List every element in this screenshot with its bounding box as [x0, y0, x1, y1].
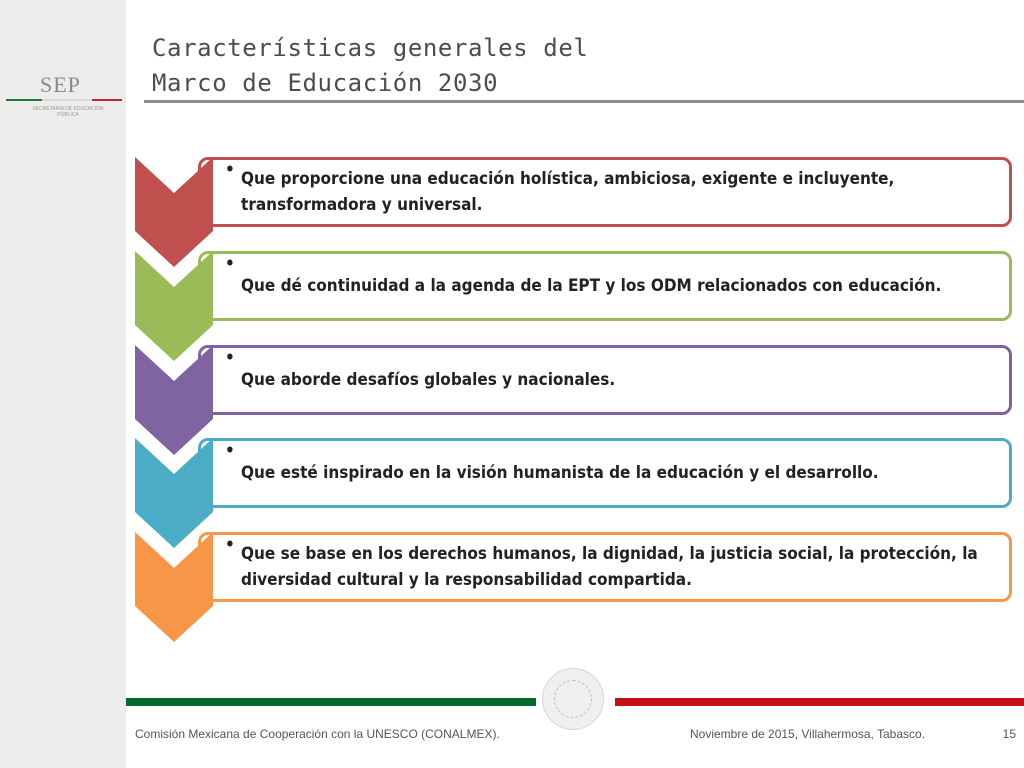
list-item-3: [215, 345, 1005, 415]
logo-line-red: [92, 99, 122, 101]
item-text-4: Que esté inspirado en la visión humanista de la educación y el desarrollo.: [241, 463, 879, 483]
page-number: 15: [1002, 727, 1016, 741]
bullet-5: •: [225, 535, 235, 555]
bullet-1: •: [225, 160, 235, 180]
logo-subtitle: SECRETARÍA DE EDUCACIÓN PÚBLICA: [32, 106, 104, 118]
bullet-4: •: [225, 441, 235, 461]
logo-line-white: [42, 99, 92, 101]
list-item-2: [215, 251, 1005, 321]
footer-red-bar: [615, 698, 1024, 706]
logo-line-green: [6, 99, 42, 101]
list-item-1: [215, 157, 1005, 227]
mexico-seal-icon: [542, 668, 604, 730]
slide-title: [152, 31, 588, 101]
title-line-2: Marco de Educación 2030: [152, 69, 499, 97]
footer-green-bar: [126, 698, 536, 706]
item-text-1: Que proporcione una educación holística, ambiciosa, exigente e incluyente, transformadora y universal.: [241, 169, 895, 215]
footer-date-location: Noviembre de 2015, Villahermosa, Tabasco.: [690, 727, 926, 741]
list-item-4: [215, 438, 1005, 508]
bullet-3: •: [225, 348, 235, 368]
left-sidebar: [0, 0, 126, 768]
title-line-1: Características generales del: [152, 34, 589, 62]
seal-emblem: [554, 680, 592, 718]
title-underline: [144, 100, 1024, 103]
sep-logo: [6, 64, 122, 124]
chevron-shape-5: [135, 532, 213, 642]
chevron-5: [135, 532, 213, 642]
footer-organization: Comisión Mexicana de Cooperación con la UNESCO (CONALMEX).: [135, 727, 500, 741]
list-item-5: [215, 532, 1005, 602]
logo-name: SEP: [40, 72, 81, 97]
item-text-2: Que dé continuidad a la agenda de la EPT y los ODM relacionados con educación.: [241, 276, 942, 296]
item-text-3: Que aborde desafíos globales y nacionales.: [241, 370, 616, 390]
item-text-5: Que se base en los derechos humanos, la dignidad, la justicia social, la protección, la diversidad cultural y la responsabilidad compartida.: [241, 544, 978, 590]
bullet-2: •: [225, 254, 235, 274]
